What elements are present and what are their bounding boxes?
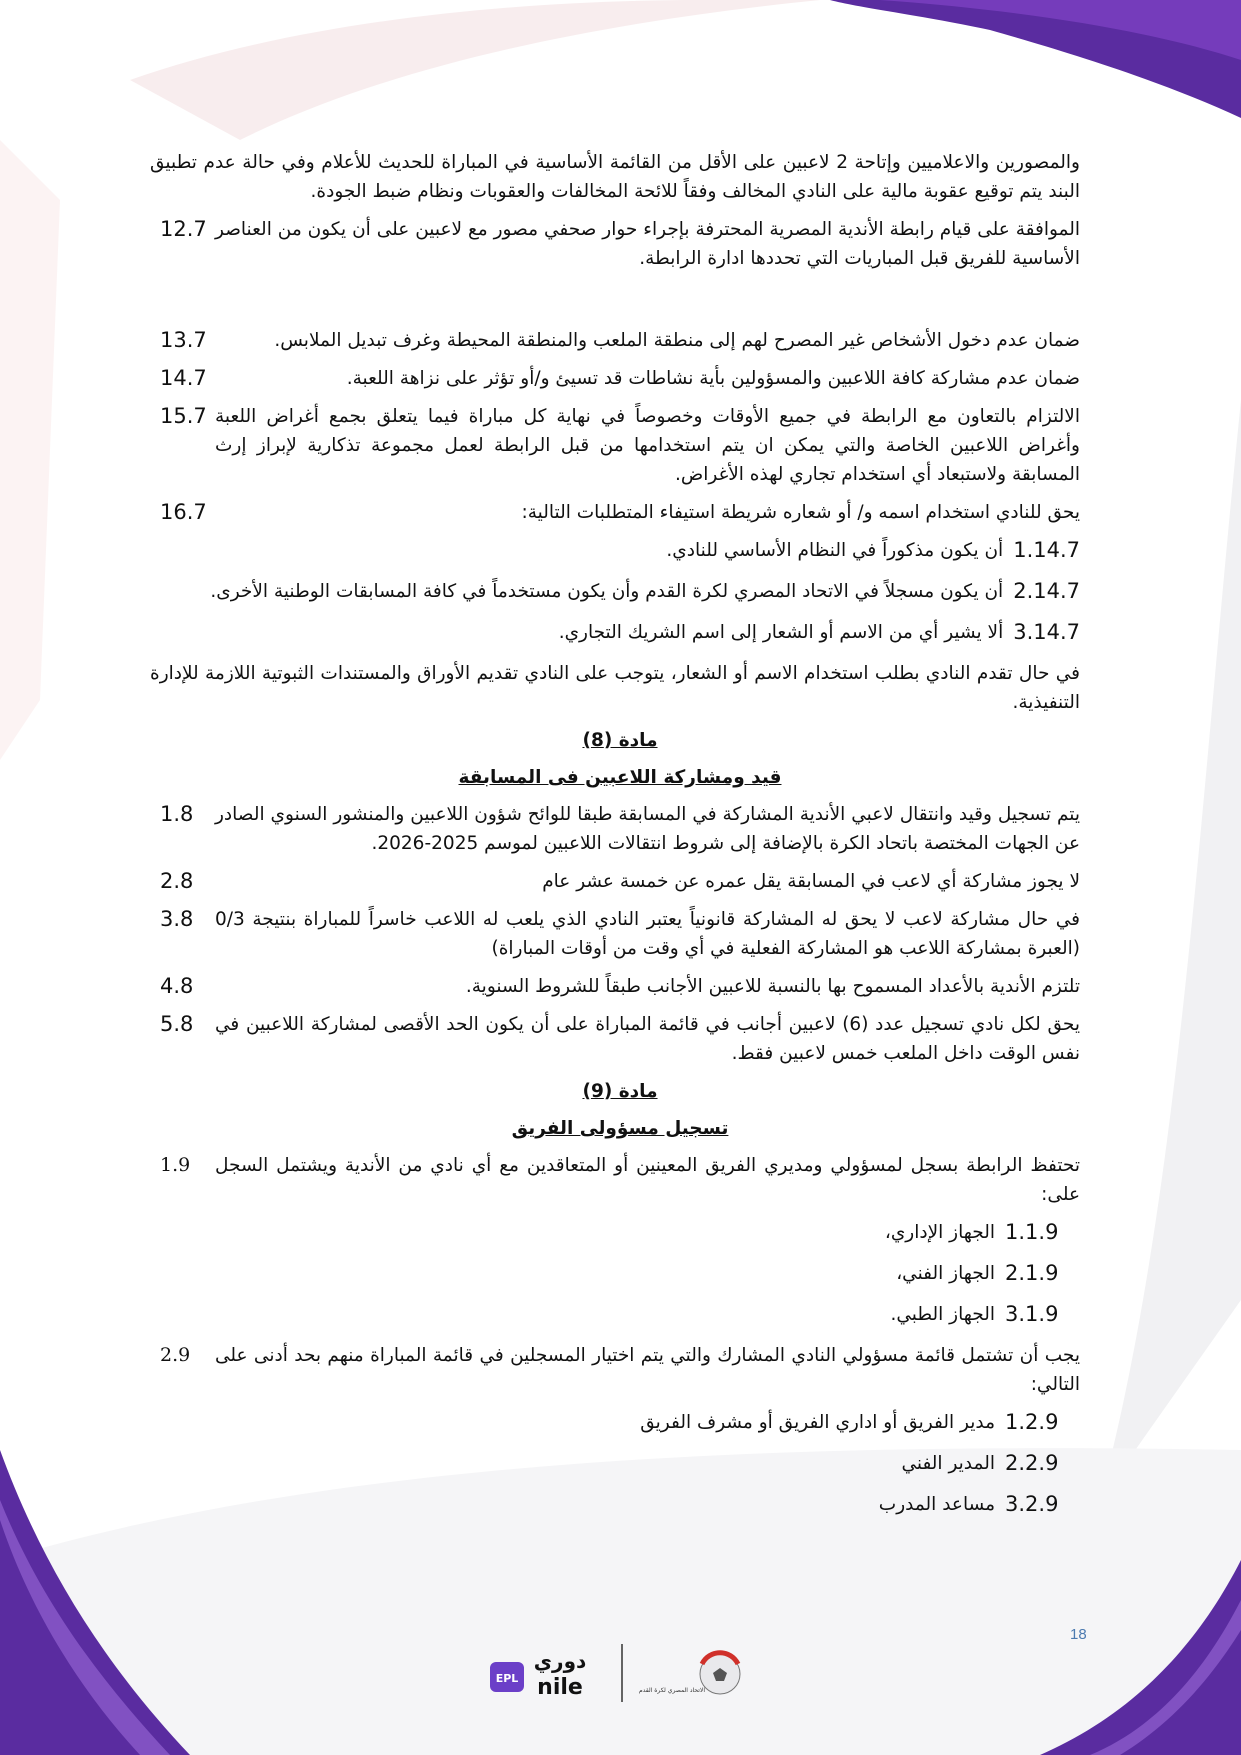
list-item-text: ضمان عدم دخول الأشخاص غير المصرح لهم إلى منطقة الملعب والمنطقة المحيطة وغرف تبديل الملابس. [274, 330, 1080, 351]
list-item-14-7 [150, 364, 1080, 393]
sub-item-number: 1.14.7 [1013, 538, 1080, 562]
league-word-latin: nile [537, 1675, 583, 1700]
list-item-number: 12.7 [160, 217, 207, 241]
sub-item-number: 3.1.9 [1005, 1302, 1059, 1326]
list-item-text: في حال مشاركة لاعب لا يحق له المشاركة قانونياً يعتبر النادي الذي يلعب له اللاعب خاسراً للمباراة بنتيجة 0/3 (العبرة بمشاركة اللاعب هو المشاركة الفعلية في أي وقت من أوقات المباراة) [215, 909, 1080, 959]
list-item-text: يحق للنادي استخدام اسمه و/ أو شعاره شريطة استيفاء المتطلبات التالية: [521, 502, 1080, 523]
list-item-text: يحق لكل نادي تسجيل عدد (6) لاعبين أجانب في قائمة المباراة على أن يكون الحد الأقصى لمشاركة اللاعبين في نفس الوقت داخل الملعب خمس لاعبين فقط. [215, 1014, 1080, 1064]
sub-item-number: 3.2.9 [1005, 1492, 1059, 1516]
sub-item-text: أن يكون مسجلاً في الاتحاد المصري لكرة القدم وأن يكون مستخدماً في كافة المسابقات الوطنية الأخرى. [210, 581, 1004, 602]
sub-item-text: المدير الفني [901, 1453, 995, 1474]
note-paragraph: في حال تقدم النادي بطلب استخدام الاسم أو الشعار، يتوجب على النادي تقديم الأوراق والمستندات الثبوتية اللازمة للإدارة التنفيذية. [150, 663, 1080, 713]
sub-item-1-14-7 [150, 536, 1080, 565]
list-item-number: 5.8 [160, 1012, 194, 1036]
list-item-number: 13.7 [160, 328, 207, 352]
sub-item-text: ألا يشير أي من الاسم أو الشعار إلى اسم الشريك التجاري. [558, 622, 1004, 643]
sub-item-2-14-7 [150, 577, 1080, 606]
list-item-number: 3.8 [160, 907, 194, 931]
list-item-number: 2.8 [160, 869, 194, 893]
right-grey-shape [1100, 400, 1241, 1500]
sub-item-1-1-9 [150, 1218, 1080, 1247]
list-item-2-9 [150, 1341, 1080, 1399]
sub-item-3-2-9 [150, 1490, 1080, 1519]
list-item-16-7 [150, 498, 1080, 527]
sub-item-2-1-9 [150, 1259, 1080, 1288]
epl-badge-text: EPL [495, 1672, 519, 1685]
sub-item-text: مساعد المدرب [878, 1494, 995, 1515]
list-item-text: يتم تسجيل وقيد وانتقال لاعبي الأندية المشاركة في المسابقة طبقا للوائح شؤون اللاعبين والمنشور السنوي الصادر عن الجهات المختصة باتحاد الكرة بالإضافة إلى شروط انتقالات اللاعبين لموسم 2025-2026. [215, 804, 1080, 854]
sub-item-3-1-9 [150, 1300, 1080, 1329]
federation-text: الاتحاد المصري لكرة القدم [638, 1687, 706, 1694]
list-item-number: 1.9 [160, 1154, 191, 1176]
list-item-number: 15.7 [160, 404, 207, 428]
article-9-subtitle: تسجيل مسؤولى الفريق [511, 1118, 729, 1139]
list-item-number: 1.8 [160, 802, 194, 826]
sub-item-text: أن يكون مذكوراً في النظام الأساسي للنادي. [666, 540, 1004, 561]
sub-item-2-2-9 [150, 1449, 1080, 1478]
sub-item-number: 2.2.9 [1005, 1451, 1059, 1475]
sub-item-text: الجهاز الفني، [896, 1263, 995, 1284]
list-item-12-7 [150, 215, 1080, 273]
nile-league-logo [490, 1649, 586, 1700]
league-word-arabic: دوري [533, 1649, 587, 1673]
list-item-text: يجب أن تشتمل قائمة مسؤولي النادي المشارك والتي يتم اختيار المسجلين في قائمة المباراة منهم بحد أدنى على التالي: [215, 1345, 1080, 1395]
list-item-number: 4.8 [160, 974, 194, 998]
left-pink-wing [0, 140, 60, 760]
sub-item-1-2-9 [150, 1408, 1080, 1437]
list-item-text: الموافقة على قيام رابطة الأندية المصرية المحترفة بإجراء حوار صحفي مصور مع لاعبين على أن يكون من العناصر الأساسية للفريق قبل المباريات التي تحددها ادارة الرابطة. [215, 219, 1080, 269]
sub-item-number: 3.14.7 [1013, 620, 1080, 644]
sub-item-text: الجهاز الإداري، [884, 1222, 995, 1243]
list-item-1-8 [150, 800, 1080, 858]
list-item-text: الالتزام بالتعاون مع الرابطة في جميع الأوقات وخصوصاً في نهاية كل مباراة فيما يتعلق بجمع أغراض اللعبة وأغراض اللاعبين الخاصة والتي يمكن ان يتم استخدامها من قبل الرابطة لعمل مجموعة تذكارية لإبراز إرث المسابقة ولاستبعاد أي استخدام تجاري لهذه الأغراض. [215, 406, 1080, 485]
list-item-number: 2.9 [160, 1344, 191, 1366]
list-item-4-8 [150, 972, 1080, 1001]
spacer [150, 282, 1080, 326]
list-item-1-9 [150, 1151, 1080, 1209]
article-9-title: مادة (9) [582, 1081, 658, 1102]
page-number: 18 [1070, 1626, 1087, 1643]
sub-item-3-14-7 [150, 618, 1080, 647]
federation-logo [639, 1653, 740, 1694]
list-item-3-8 [150, 905, 1080, 963]
list-item-text: ضمان عدم مشاركة كافة اللاعبين والمسؤولين بأية نشاطات قد تسيئ و/أو تؤثر على نزاهة اللعبة. [346, 368, 1080, 389]
list-item-text: لا يجوز مشاركة أي لاعب في المسابقة يقل عمره عن خمسة عشر عام [542, 871, 1080, 892]
sub-item-number: 2.1.9 [1005, 1261, 1059, 1285]
sub-item-text: الجهاز الطبي. [890, 1304, 995, 1325]
sub-item-text: مدير الفريق أو اداري الفريق أو مشرف الفريق [640, 1412, 995, 1433]
list-item-13-7 [150, 326, 1080, 355]
list-item-number: 14.7 [160, 366, 207, 390]
sub-item-number: 1.2.9 [1005, 1410, 1059, 1434]
document-body [150, 148, 1080, 1531]
sub-item-number: 1.1.9 [1005, 1220, 1059, 1244]
top-paragraph: والمصورين والاعلاميين وإتاحة 2 لاعبين على الأقل من القائمة الأساسية في المباراة للحديث للأعلام وفي حالة عدم تطبيق البند يتم توقيع عقوبة مالية على النادي المخالف وفقاً للائحة المخالفات والعقوبات ونظام ضبط الجودة. [150, 152, 1080, 202]
article-8-subtitle: قيد ومشاركة اللاعبين فى المسابقة [458, 767, 782, 788]
list-item-text: تلتزم الأندية بالأعداد المسموح بها بالنسبة للاعبين الأجانب طبقاً للشروط السنوية. [465, 976, 1080, 997]
list-item-2-8 [150, 867, 1080, 896]
list-item-number: 16.7 [160, 500, 207, 524]
list-item-5-8 [150, 1010, 1080, 1068]
top-left-pink-shape [130, 0, 820, 140]
sub-item-number: 2.14.7 [1013, 579, 1080, 603]
list-item-text: تحتفظ الرابطة بسجل لمسؤولي ومديري الفريق المعينين أو المتعاقدين مع أي نادي من الأندية ويشتمل السجل على: [215, 1155, 1080, 1205]
footer-logos [480, 1640, 770, 1706]
article-8-title: مادة (8) [582, 730, 658, 751]
list-item-15-7 [150, 402, 1080, 489]
